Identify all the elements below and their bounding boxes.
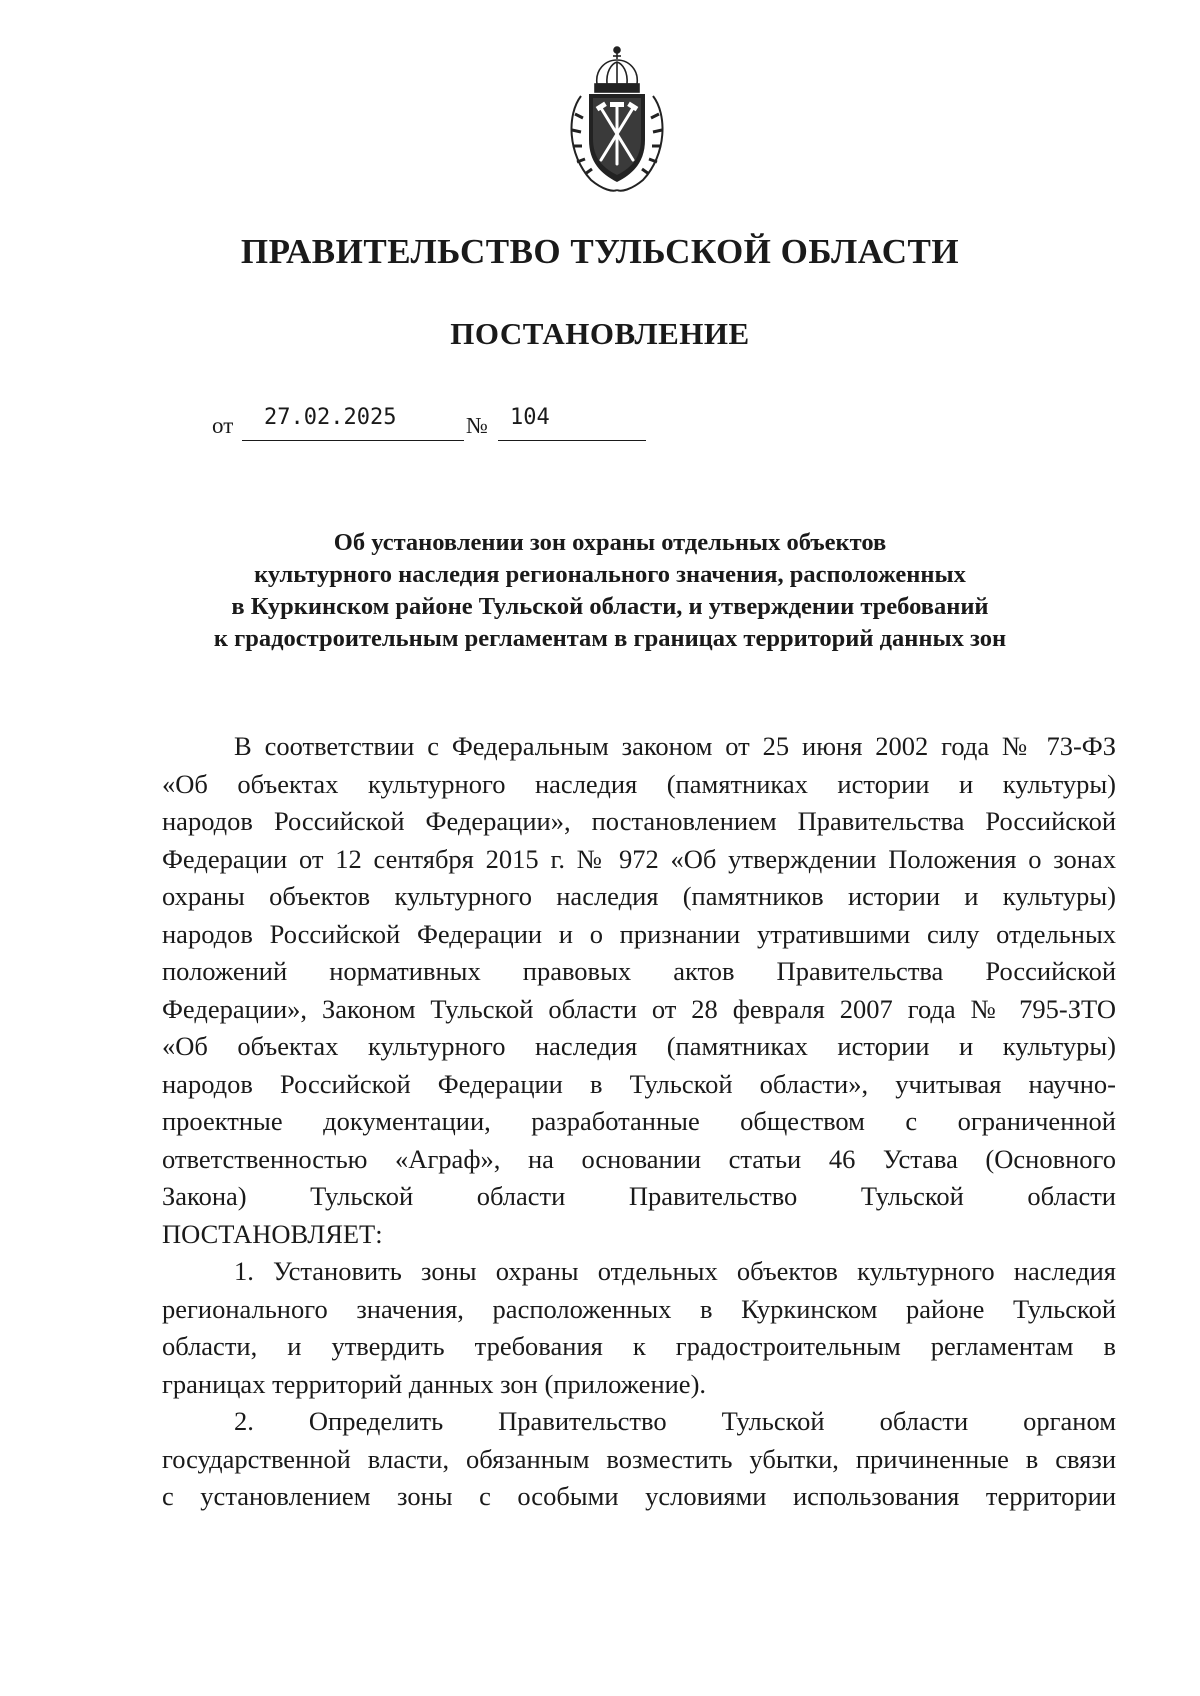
date-label: от <box>212 413 234 438</box>
body-line: 2. Определить Правительство Тульской области органом <box>234 1406 1116 1436</box>
body-line: народов Российской Федерации и о признании утратившими силу отдельных <box>162 918 1116 949</box>
body-line: охраны объектов культурного наследия (памятников истории и культуры) <box>162 881 1116 911</box>
body-line: ответственностью «Аграф», на основании статьи 46 Устава (Основного <box>162 1143 1116 1174</box>
body-line: В соответствии с Федеральным законом от 25 июня 2002 года № 73-ФЗ <box>234 731 1116 761</box>
body-line: «Об объектах культурного наследия (памятниках истории и культуры) <box>162 768 1116 799</box>
subject-line: к градостроительным регламентам в границах территорий данных зон <box>213 625 1007 652</box>
body-line: положений нормативных правовых актов Правительства Российской <box>162 956 1116 986</box>
body-line: Федерации», Законом Тульской области от 28 февраля 2007 года № 795-ЗТО <box>162 993 1116 1024</box>
tula-coat-of-arms-icon <box>561 44 673 194</box>
body-line: границах территорий данных зон (приложение). <box>162 1368 707 1399</box>
body-line: области, и утвердить требования к градостроительным регламентам в <box>162 1331 1116 1361</box>
body-line: регионального значения, расположенных в Куркинском районе Тульской <box>162 1293 1116 1324</box>
number-label: № <box>466 413 488 438</box>
document-type: ПОСТАНОВЛЕНИЕ <box>450 316 750 351</box>
subject-line: Об установлении зон охраны отдельных объектов <box>333 529 887 556</box>
subject-line: в Куркинском районе Тульской области, и утверждении требований <box>231 593 989 620</box>
document-body <box>162 728 1116 1516</box>
body-line: народов Российской Федерации в Тульской области», учитывая научно- <box>162 1068 1116 1099</box>
government-title: ПРАВИТЕЛЬСТВО ТУЛЬСКОЙ ОБЛАСТИ <box>240 232 960 271</box>
body-line: Федерации от 12 сентября 2015 г. № 972 «Об утверждении Положения о зонах <box>162 843 1116 874</box>
body-line: государственной власти, обязанным возместить убытки, причиненные в связи <box>162 1443 1116 1474</box>
body-line: проектные документации, разработанные обществом с ограниченной <box>162 1106 1116 1136</box>
document-date: 27.02.2025 <box>264 405 397 430</box>
document-subject <box>160 527 1060 655</box>
body-line: народов Российской Федерации», постановлением Правительства Российской <box>162 806 1116 836</box>
body-line: с установлением зоны с особыми условиями использования территории <box>162 1481 1116 1511</box>
date-underline <box>242 440 464 441</box>
number-underline <box>498 440 646 441</box>
body-line: «Об объектах культурного наследия (памятниках истории и культуры) <box>162 1031 1116 1061</box>
subject-line: культурного наследия регионального значения, расположенных <box>254 561 966 588</box>
body-line: Закона) Тульской области Правительство Тульской области <box>162 1181 1116 1211</box>
body-line: 1. Установить зоны охраны отдельных объектов культурного наследия <box>234 1256 1116 1286</box>
body-line: ПОСТАНОВЛЯЕТ: <box>162 1218 383 1249</box>
document-number: 104 <box>510 405 550 430</box>
